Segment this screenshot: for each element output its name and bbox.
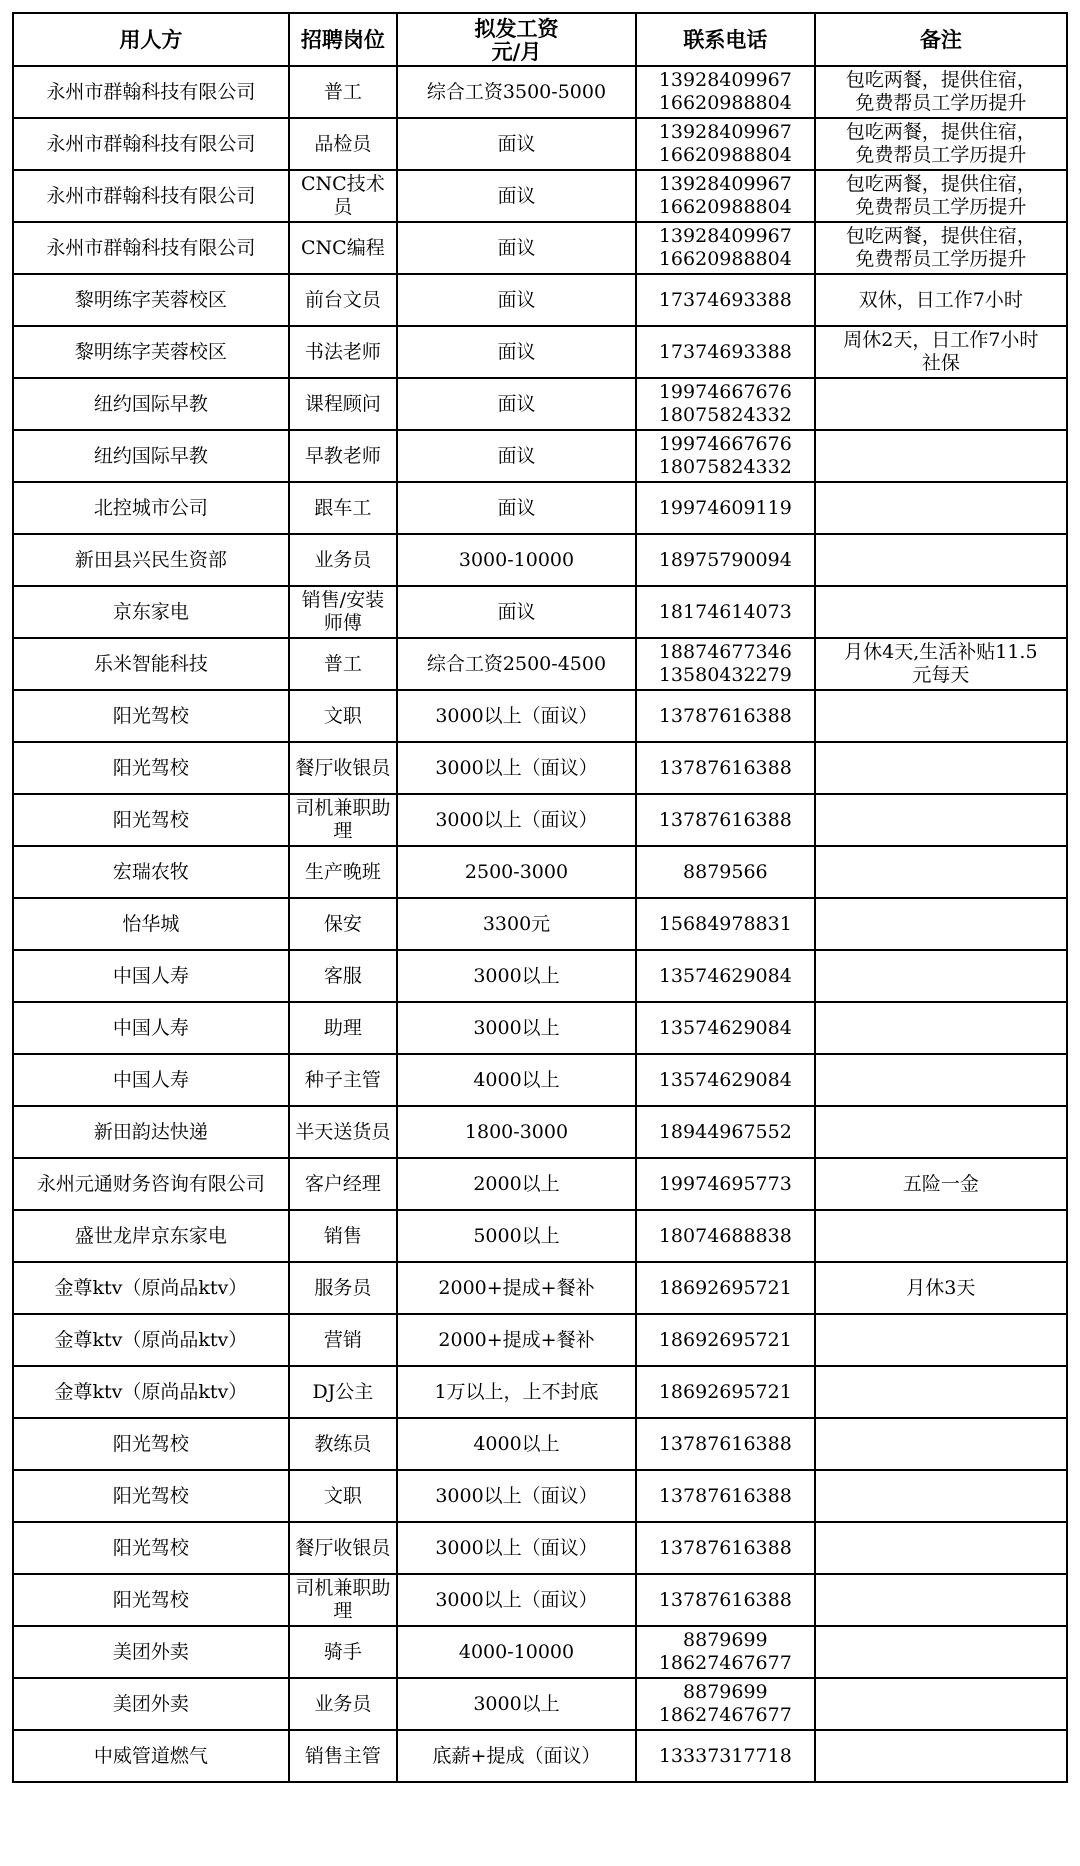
salary-cell: 5000以上: [397, 1210, 636, 1262]
position-cell: 服务员: [289, 1262, 397, 1314]
table-body: [13, 66, 1067, 1782]
salary-cell: 综合工资3500-5000: [397, 66, 636, 118]
phone-number: 13787616388: [658, 756, 792, 779]
phone-number: 8879699: [683, 1629, 768, 1651]
salary-cell: 面议: [397, 222, 636, 274]
note-cell: [815, 274, 1067, 326]
phone-cell: [636, 1470, 815, 1522]
note-cell: [815, 430, 1067, 482]
phone-cell: [636, 1158, 815, 1210]
note-line: 周休2天，日工作7小时: [843, 329, 1039, 351]
phone-cell: [636, 222, 815, 274]
phone-number: 13787616388: [658, 808, 792, 831]
note-cell: [815, 482, 1067, 534]
salary-cell: 底薪+提成（面议）: [397, 1730, 636, 1782]
company-cell: 永州市群翰科技有限公司: [13, 222, 289, 274]
company-cell: 阳光驾校: [13, 1522, 289, 1574]
table-row: [13, 1054, 1067, 1106]
salary-cell: 4000以上: [397, 1054, 636, 1106]
company-cell: 阳光驾校: [13, 690, 289, 742]
position-cell: 销售主管: [289, 1730, 397, 1782]
position-cell: DJ公主: [289, 1366, 397, 1418]
phone-cell: [636, 1626, 815, 1678]
note-line: 包吃两餐，提供住宿，: [845, 69, 1036, 91]
note-line: 免费帮员工学历提升: [855, 92, 1027, 114]
table-row: [13, 170, 1067, 222]
note-cell: [815, 690, 1067, 742]
phone-cell: [636, 170, 815, 222]
table-row: [13, 430, 1067, 482]
phone-cell: [636, 1002, 815, 1054]
header-salary-line1: 拟发工资: [474, 15, 559, 41]
phone-cell: [636, 638, 815, 690]
note-cell: [815, 1418, 1067, 1470]
phone-number: 18692695721: [658, 1328, 792, 1351]
phone-number: 13574629084: [658, 1068, 792, 1091]
salary-cell: 1800-3000: [397, 1106, 636, 1158]
note-cell: [815, 326, 1067, 378]
note-cell: [815, 1626, 1067, 1678]
salary-cell: 3300元: [397, 898, 636, 950]
note-cell: [815, 1678, 1067, 1730]
note-cell: [815, 638, 1067, 690]
table-row: [13, 690, 1067, 742]
table-row: [13, 1210, 1067, 1262]
table-row: [13, 222, 1067, 274]
header-company: 用人方: [13, 13, 289, 66]
position-cell: CNC编程: [289, 222, 397, 274]
table-row: [13, 794, 1067, 846]
note-line: 双休，日工作7小时: [858, 288, 1023, 311]
position-cell: 普工: [289, 66, 397, 118]
note-line: 包吃两餐，提供住宿，: [845, 225, 1036, 247]
salary-cell: 3000以上（面议）: [397, 742, 636, 794]
position-cell: 营销: [289, 1314, 397, 1366]
table-row: [13, 1366, 1067, 1418]
company-cell: 金尊ktv（原尚品ktv）: [13, 1262, 289, 1314]
phone-number: 19974609119: [658, 496, 792, 519]
position-cell: 普工: [289, 638, 397, 690]
phone-cell: [636, 898, 815, 950]
phone-number: 17374693388: [658, 340, 792, 363]
phone-number: 16620988804: [658, 144, 792, 166]
table-row: [13, 534, 1067, 586]
salary-cell: 3000以上（面议）: [397, 1522, 636, 1574]
phone-number: 18075824332: [658, 404, 792, 426]
phone-number: 16620988804: [658, 196, 792, 218]
company-cell: 阳光驾校: [13, 1418, 289, 1470]
table-row: [13, 846, 1067, 898]
position-cell: 骑手: [289, 1626, 397, 1678]
position-cell: 文职: [289, 1470, 397, 1522]
company-cell: 新田韵达快递: [13, 1106, 289, 1158]
company-cell: 黎明练字芙蓉校区: [13, 326, 289, 378]
salary-cell: 3000以上: [397, 1678, 636, 1730]
phone-cell: [636, 1522, 815, 1574]
phone-cell: [636, 1730, 815, 1782]
note-cell: [815, 1574, 1067, 1626]
phone-number: 13787616388: [658, 1432, 792, 1455]
phone-number: 13337317718: [658, 1744, 792, 1767]
company-cell: 盛世龙岸京东家电: [13, 1210, 289, 1262]
company-cell: 京东家电: [13, 586, 289, 638]
salary-cell: 3000以上（面议）: [397, 794, 636, 846]
company-cell: 宏瑞农牧: [13, 846, 289, 898]
company-cell: 纽约国际早教: [13, 430, 289, 482]
phone-cell: [636, 1054, 815, 1106]
salary-cell: 3000以上: [397, 1002, 636, 1054]
company-cell: 美团外卖: [13, 1626, 289, 1678]
table-row: [13, 1574, 1067, 1626]
phone-cell: [636, 1106, 815, 1158]
salary-cell: 2000+提成+餐补: [397, 1262, 636, 1314]
company-cell: 阳光驾校: [13, 1574, 289, 1626]
phone-number: 13574629084: [658, 964, 792, 987]
phone-number: 13928409967: [658, 121, 792, 143]
position-cell: 司机兼职助理: [289, 794, 397, 846]
phone-cell: [636, 1678, 815, 1730]
note-line: 免费帮员工学历提升: [855, 248, 1027, 270]
position-cell: 餐厅收银员: [289, 1522, 397, 1574]
table-row: [13, 66, 1067, 118]
salary-cell: 面议: [397, 378, 636, 430]
phone-number: 16620988804: [658, 248, 792, 270]
note-line: 月休4天,生活补贴11.5: [844, 641, 1038, 663]
table-header: [13, 13, 1067, 66]
company-cell: 阳光驾校: [13, 1470, 289, 1522]
company-cell: 乐米智能科技: [13, 638, 289, 690]
table-row: [13, 1470, 1067, 1522]
position-cell: 餐厅收银员: [289, 742, 397, 794]
note-cell: [815, 118, 1067, 170]
salary-cell: 3000以上: [397, 950, 636, 1002]
note-line: 五险一金: [902, 1172, 979, 1195]
company-cell: 中国人寿: [13, 1002, 289, 1054]
phone-cell: [636, 690, 815, 742]
note-cell: [815, 1730, 1067, 1782]
phone-cell: [636, 1366, 815, 1418]
company-cell: 黎明练字芙蓉校区: [13, 274, 289, 326]
phone-number: 18174614073: [658, 600, 792, 623]
header-phone: 联系电话: [636, 13, 815, 66]
note-line: 免费帮员工学历提升: [855, 144, 1027, 166]
position-cell: 文职: [289, 690, 397, 742]
table-row: [13, 742, 1067, 794]
note-line: 社保: [921, 352, 960, 374]
note-cell: [815, 66, 1067, 118]
company-cell: 阳光驾校: [13, 794, 289, 846]
position-cell: 半天送货员: [289, 1106, 397, 1158]
salary-cell: 面议: [397, 274, 636, 326]
table-row: [13, 378, 1067, 430]
phone-number: 18075824332: [658, 456, 792, 478]
company-cell: 永州元通财务咨询有限公司: [13, 1158, 289, 1210]
salary-cell: 2500-3000: [397, 846, 636, 898]
phone-cell: [636, 1262, 815, 1314]
table-row: [13, 1418, 1067, 1470]
table-row: [13, 1314, 1067, 1366]
note-line: 月休3天: [906, 1276, 976, 1299]
note-cell: [815, 1470, 1067, 1522]
table-row: [13, 274, 1067, 326]
phone-number: 15684978831: [658, 912, 792, 935]
position-cell: 客服: [289, 950, 397, 1002]
phone-number: 13787616388: [658, 1588, 792, 1611]
position-cell: 种子主管: [289, 1054, 397, 1106]
table-row: [13, 638, 1067, 690]
phone-number: 18874677346: [658, 641, 792, 663]
header-note: 备注: [815, 13, 1067, 66]
phone-number: 8879699: [683, 1681, 768, 1703]
note-line: 元每天: [912, 664, 970, 686]
phone-cell: [636, 1314, 815, 1366]
phone-number: 18692695721: [658, 1380, 792, 1403]
phone-cell: [636, 586, 815, 638]
salary-cell: 3000以上（面议）: [397, 690, 636, 742]
note-cell: [815, 794, 1067, 846]
company-cell: 中国人寿: [13, 950, 289, 1002]
table-row: [13, 1158, 1067, 1210]
table-row: [13, 118, 1067, 170]
phone-cell: [636, 742, 815, 794]
salary-cell: 面议: [397, 430, 636, 482]
phone-number: 19974667676: [658, 381, 792, 403]
table-row: [13, 1262, 1067, 1314]
phone-number: 18074688838: [658, 1224, 792, 1247]
company-cell: 金尊ktv（原尚品ktv）: [13, 1366, 289, 1418]
company-cell: 永州市群翰科技有限公司: [13, 66, 289, 118]
phone-number: 18692695721: [658, 1276, 792, 1299]
note-cell: [815, 1106, 1067, 1158]
job-listing-table: [12, 12, 1068, 1783]
company-cell: 怡华城: [13, 898, 289, 950]
position-cell: 销售/安装师傅: [289, 586, 397, 638]
header-salary: [397, 13, 636, 66]
salary-cell: 1万以上，上不封底: [397, 1366, 636, 1418]
table-row: [13, 1678, 1067, 1730]
phone-number: 17374693388: [658, 288, 792, 311]
note-cell: [815, 222, 1067, 274]
phone-cell: [636, 118, 815, 170]
table-row: [13, 1522, 1067, 1574]
position-cell: 生产晚班: [289, 846, 397, 898]
salary-cell: 面议: [397, 482, 636, 534]
phone-number: 13928409967: [658, 173, 792, 195]
phone-cell: [636, 482, 815, 534]
phone-number: 8879566: [683, 860, 768, 883]
salary-cell: 2000+提成+餐补: [397, 1314, 636, 1366]
phone-number: 18627467677: [658, 1704, 792, 1726]
note-cell: [815, 534, 1067, 586]
phone-cell: [636, 794, 815, 846]
phone-number: 13787616388: [658, 704, 792, 727]
salary-cell: 面议: [397, 118, 636, 170]
note-cell: [815, 1002, 1067, 1054]
note-cell: [815, 846, 1067, 898]
salary-cell: 面议: [397, 586, 636, 638]
company-cell: 新田县兴民生资部: [13, 534, 289, 586]
note-cell: [815, 1314, 1067, 1366]
position-cell: 课程顾问: [289, 378, 397, 430]
position-cell: 销售: [289, 1210, 397, 1262]
salary-cell: 3000-10000: [397, 534, 636, 586]
salary-cell: 4000以上: [397, 1418, 636, 1470]
table-row: [13, 1002, 1067, 1054]
note-cell: [815, 1522, 1067, 1574]
header-row: [13, 13, 1067, 66]
phone-number: 13787616388: [658, 1484, 792, 1507]
table-row: [13, 1106, 1067, 1158]
phone-cell: [636, 378, 815, 430]
company-cell: 金尊ktv（原尚品ktv）: [13, 1314, 289, 1366]
position-cell: 客户经理: [289, 1158, 397, 1210]
note-cell: [815, 378, 1067, 430]
phone-number: 18944967552: [658, 1120, 792, 1143]
position-cell: 早教老师: [289, 430, 397, 482]
salary-cell: 2000以上: [397, 1158, 636, 1210]
phone-cell: [636, 534, 815, 586]
note-cell: [815, 1210, 1067, 1262]
phone-cell: [636, 950, 815, 1002]
phone-cell: [636, 846, 815, 898]
note-cell: [815, 1158, 1067, 1210]
salary-cell: 3000以上（面议）: [397, 1470, 636, 1522]
table-row: [13, 898, 1067, 950]
phone-number: 18627467677: [658, 1652, 792, 1674]
company-cell: 中威管道燃气: [13, 1730, 289, 1782]
company-cell: 美团外卖: [13, 1678, 289, 1730]
company-cell: 永州市群翰科技有限公司: [13, 118, 289, 170]
header-salary-line2: 元/月: [491, 38, 542, 64]
note-line: 免费帮员工学历提升: [855, 196, 1027, 218]
position-cell: 前台文员: [289, 274, 397, 326]
salary-cell: 3000以上（面议）: [397, 1574, 636, 1626]
phone-number: 13787616388: [658, 1536, 792, 1559]
position-cell: 助理: [289, 1002, 397, 1054]
position-cell: 跟车工: [289, 482, 397, 534]
note-cell: [815, 1366, 1067, 1418]
phone-number: 13580432279: [658, 664, 792, 686]
salary-cell: 面议: [397, 170, 636, 222]
note-cell: [815, 1054, 1067, 1106]
note-cell: [815, 742, 1067, 794]
position-cell: 业务员: [289, 534, 397, 586]
header-position: 招聘岗位: [289, 13, 397, 66]
table-row: [13, 950, 1067, 1002]
position-cell: 保安: [289, 898, 397, 950]
phone-number: 19974695773: [658, 1172, 792, 1195]
phone-number: 13928409967: [658, 69, 792, 91]
salary-cell: 面议: [397, 326, 636, 378]
phone-cell: [636, 274, 815, 326]
note-cell: [815, 950, 1067, 1002]
phone-number: 13574629084: [658, 1016, 792, 1039]
phone-number: 13928409967: [658, 225, 792, 247]
table-row: [13, 326, 1067, 378]
phone-cell: [636, 326, 815, 378]
position-cell: 司机兼职助理: [289, 1574, 397, 1626]
phone-cell: [636, 430, 815, 482]
salary-cell: 综合工资2500-4500: [397, 638, 636, 690]
salary-cell: 4000-10000: [397, 1626, 636, 1678]
phone-number: 16620988804: [658, 92, 792, 114]
phone-number: 19974667676: [658, 433, 792, 455]
note-cell: [815, 170, 1067, 222]
company-cell: 永州市群翰科技有限公司: [13, 170, 289, 222]
table-row: [13, 1626, 1067, 1678]
position-cell: 品检员: [289, 118, 397, 170]
note-cell: [815, 586, 1067, 638]
company-cell: 纽约国际早教: [13, 378, 289, 430]
position-cell: CNC技术员: [289, 170, 397, 222]
table-row: [13, 586, 1067, 638]
note-cell: [815, 898, 1067, 950]
note-line: 包吃两餐，提供住宿，: [845, 121, 1036, 143]
phone-cell: [636, 1418, 815, 1470]
phone-cell: [636, 1210, 815, 1262]
position-cell: 书法老师: [289, 326, 397, 378]
table-row: [13, 1730, 1067, 1782]
company-cell: 北控城市公司: [13, 482, 289, 534]
table-row: [13, 482, 1067, 534]
position-cell: 业务员: [289, 1678, 397, 1730]
phone-cell: [636, 1574, 815, 1626]
phone-cell: [636, 66, 815, 118]
note-line: 包吃两餐，提供住宿，: [845, 173, 1036, 195]
company-cell: 阳光驾校: [13, 742, 289, 794]
phone-number: 18975790094: [658, 548, 792, 571]
note-cell: [815, 1262, 1067, 1314]
position-cell: 教练员: [289, 1418, 397, 1470]
company-cell: 中国人寿: [13, 1054, 289, 1106]
